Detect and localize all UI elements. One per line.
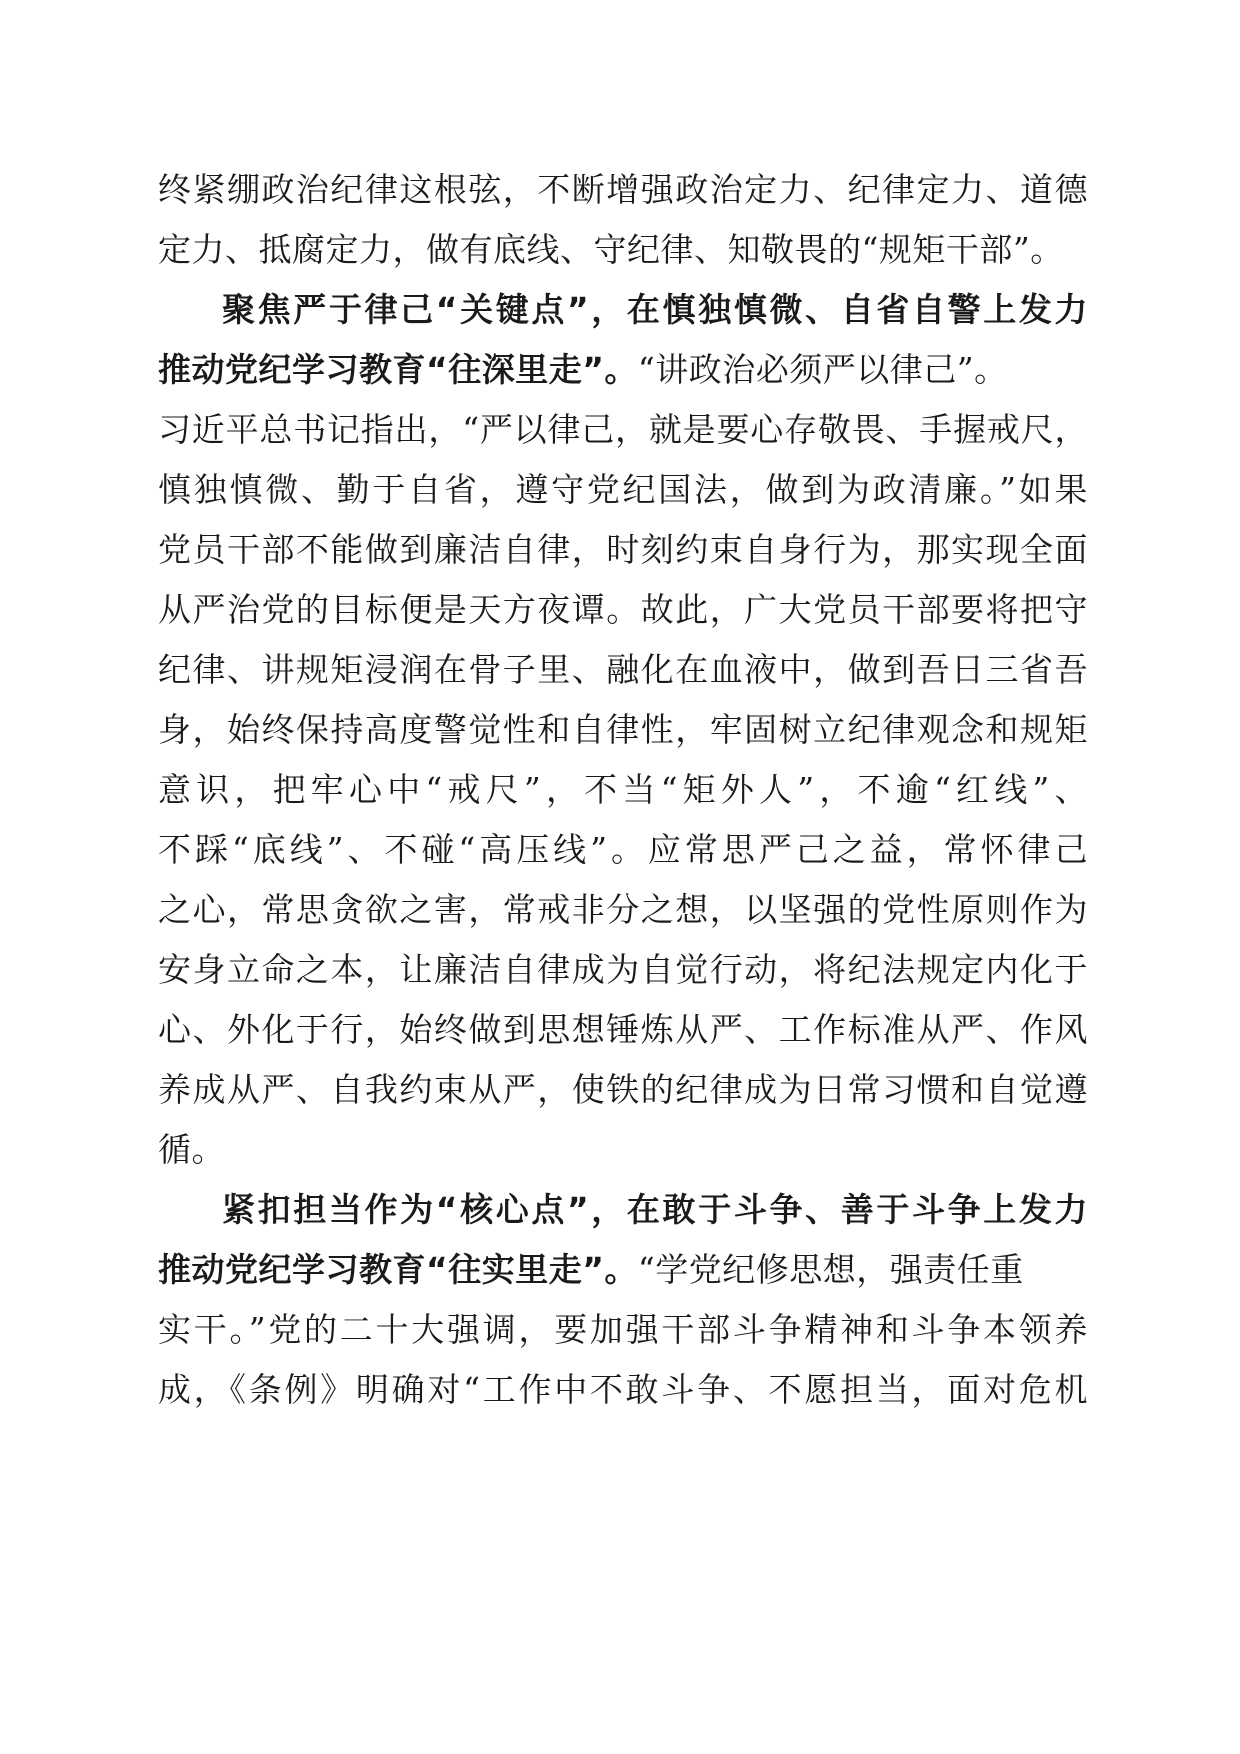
body-line: 心、外化于行，始终做到思想锤炼从严、工作标准从严、作风 — [158, 1010, 1088, 1049]
body-line: 意识，把牢心中“戒尺”，不当“矩外人”，不逾“红线”、 — [158, 770, 1088, 809]
section-heading: 推动党纪学习教育“往深里走”。 — [158, 350, 638, 389]
body-line: 慎独慎微、勤于自省，遵守党纪国法，做到为政清廉。”如果 — [158, 470, 1088, 509]
body-line: 循。 — [158, 1130, 225, 1169]
body-line: 党员干部不能做到廉洁自律，时刻约束自身行为，那实现全面 — [158, 530, 1088, 569]
body-line: 实干。”党的二十大强调，要加强干部斗争精神和斗争本领养 — [158, 1310, 1088, 1349]
body-line: 成，《条例》明确对“工作中不敢斗争、不愿担当，面对危机 — [158, 1370, 1088, 1409]
body-line: 终紧绷政治纪律这根弦，不断增强政治定力、纪律定力、道德 — [158, 170, 1088, 209]
body-line: 从严治党的目标便是天方夜谭。故此，广大党员干部要将把守 — [158, 590, 1088, 629]
body-line: 安身立命之本，让廉洁自律成为自觉行动，将纪法规定内化于 — [158, 950, 1088, 989]
body-line: 纪律、讲规矩浸润在骨子里、融化在血液中，做到吾日三省吾 — [158, 650, 1088, 689]
body-line: 身，始终保持高度警觉性和自律性，牢固树立纪律观念和规矩 — [158, 710, 1088, 749]
heading-and-body-line — [158, 1248, 1088, 1292]
body-line: 定力、抵腐定力，做有底线、守纪律、知敬畏的“规矩干部”。 — [158, 230, 1064, 269]
section-heading: 推动党纪学习教育“往实里走”。 — [158, 1250, 638, 1289]
body-line: 习近平总书记指出，“严以律己，就是要心存敬畏、手握戒尺， — [158, 410, 1088, 449]
body-line: 不踩“底线”、不碰“高压线”。应常思严己之益，常怀律己 — [158, 830, 1088, 869]
section-heading: 紧扣担当作为“核心点”，在敢于斗争、善于斗争上发力 — [222, 1190, 1088, 1229]
body-line: 之心，常思贪欲之害，常戒非分之想，以坚强的党性原则作为 — [158, 890, 1088, 929]
heading-and-body-line — [158, 348, 1088, 392]
body-text: “学党纪修思想，强责任重 — [637, 1250, 1024, 1289]
body-text: “讲政治必须严以律己”。 — [637, 350, 1008, 389]
section-heading: 聚焦严于律己“关键点”，在慎独慎微、自省自警上发力 — [222, 290, 1088, 329]
body-line: 养成从严、自我约束从严，使铁的纪律成为日常习惯和自觉遵 — [158, 1070, 1088, 1109]
